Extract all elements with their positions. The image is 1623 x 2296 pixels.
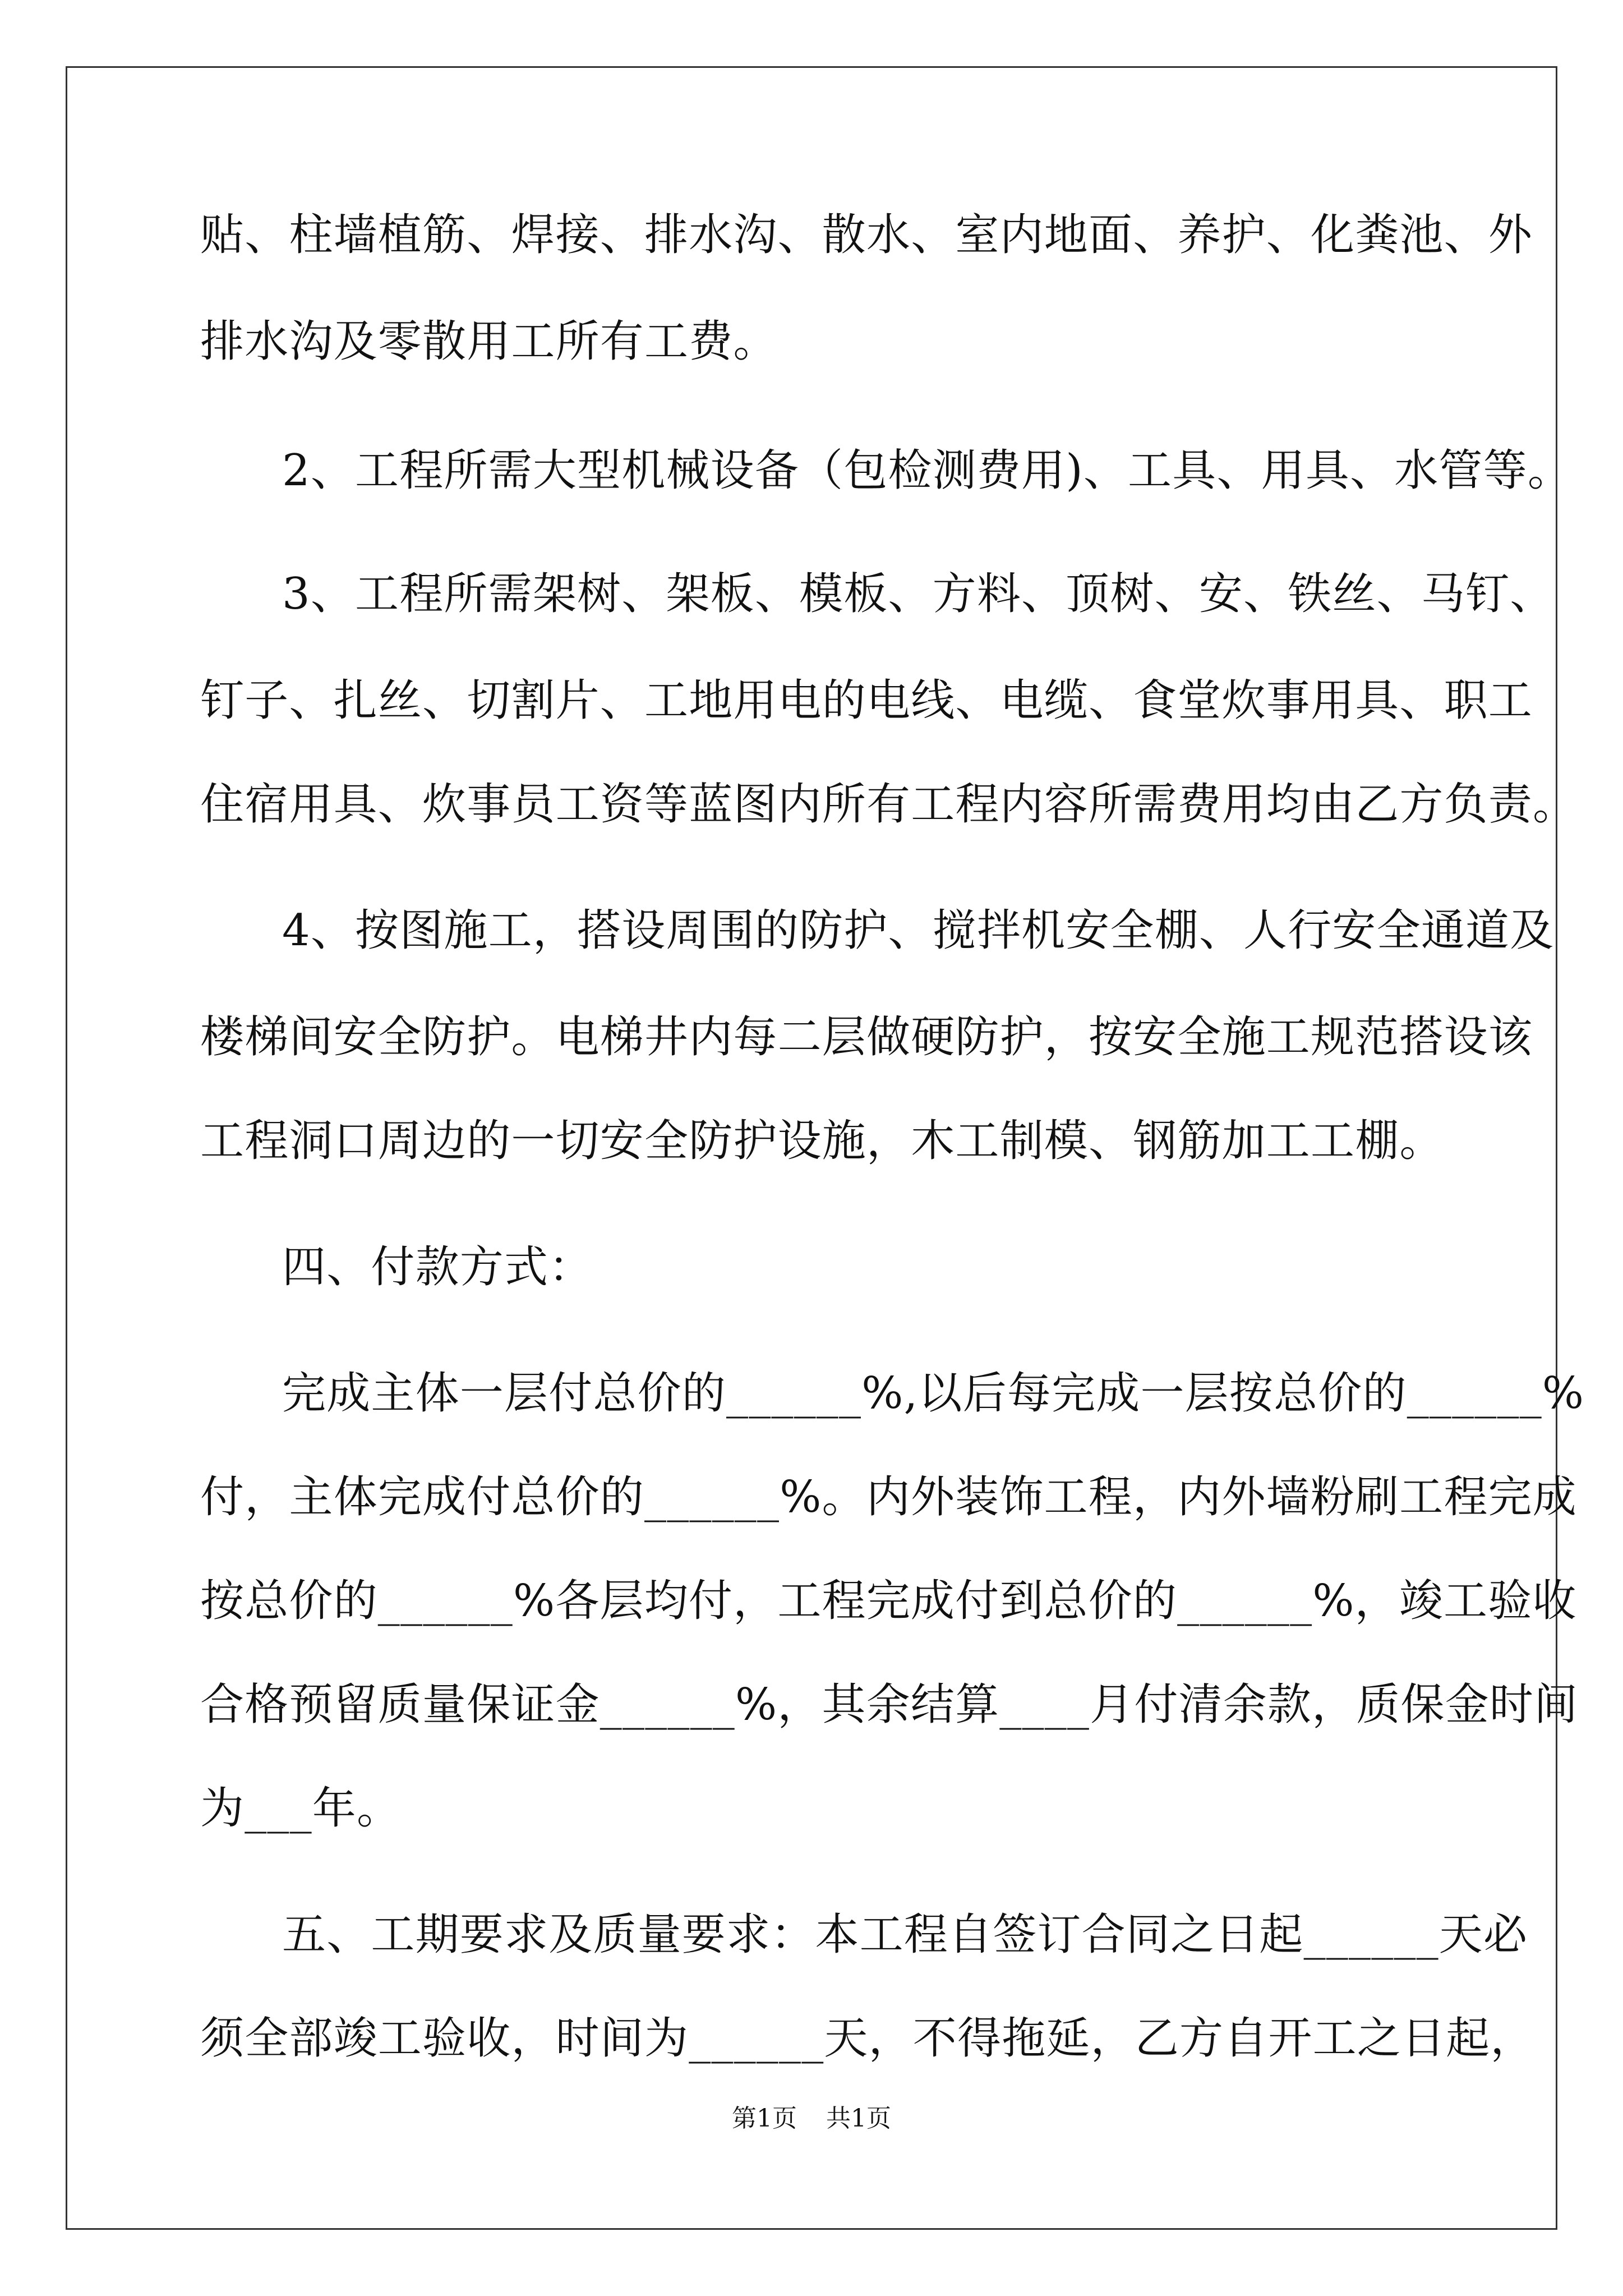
page-number-current: 第1页 bbox=[732, 2104, 797, 2133]
text-line: 钉子、扎丝、切割片、工地用电的电线、电缆、食堂炊事用具、职工 bbox=[200, 675, 1533, 726]
page-number-total: 共1页 bbox=[826, 2104, 891, 2133]
text-line: 工程洞口周边的一切安全防护设施，木工制模、钢筋加工工棚。 bbox=[200, 1116, 1444, 1166]
text-line: 为___年。 bbox=[200, 1783, 402, 1834]
text-line: 4、按图施工，搭设周围的防护、搅拌机安全棚、人行安全通道及 bbox=[282, 905, 1555, 956]
page-footer bbox=[0, 2106, 1623, 2131]
text-line: 楼梯间安全防护。电梯井内每二层做硬防护，按安全施工规范搭设该 bbox=[200, 1012, 1533, 1062]
text-line: 住宿用具、炊事员工资等蓝图内所有工程内容所需费用均由乙方负责。 bbox=[200, 779, 1578, 830]
text-line: 完成主体一层付总价的______%,以后每完成一层按总价的______% bbox=[282, 1368, 1585, 1419]
text-line: 3、工程所需架树、架板、模板、方料、顶树、安、铁丝、马钉、 bbox=[282, 569, 1555, 619]
text-line: 贴、柱墙植筋、焊接、排水沟、散水、室内地面、养护、化粪池、外 bbox=[200, 210, 1533, 260]
text-line: 五、工期要求及质量要求：本工程自签订合同之日起______天必 bbox=[282, 1910, 1528, 1960]
text-line: 按总价的______%各层均付，工程完成付到总价的______%，竣工验收 bbox=[200, 1576, 1577, 1626]
text-line: 排水沟及零散用工所有工费。 bbox=[200, 316, 778, 367]
section-heading: 四、付款方式： bbox=[282, 1242, 593, 1292]
text-line: 合格预留质量保证金______%，其余结算____月付清余款，质保金时间 bbox=[200, 1680, 1579, 1730]
text-line: 2、工程所需大型机械设备（包检测费用)、工具、用具、水管等。 bbox=[282, 445, 1573, 496]
text-line: 须全部竣工验收，时间为______天，不得拖延，乙方自开工之日起， bbox=[200, 2013, 1535, 2064]
text-line: 付，主体完成付总价的______%。内外装饰工程，内外墙粉刷工程完成 bbox=[200, 1472, 1577, 1522]
